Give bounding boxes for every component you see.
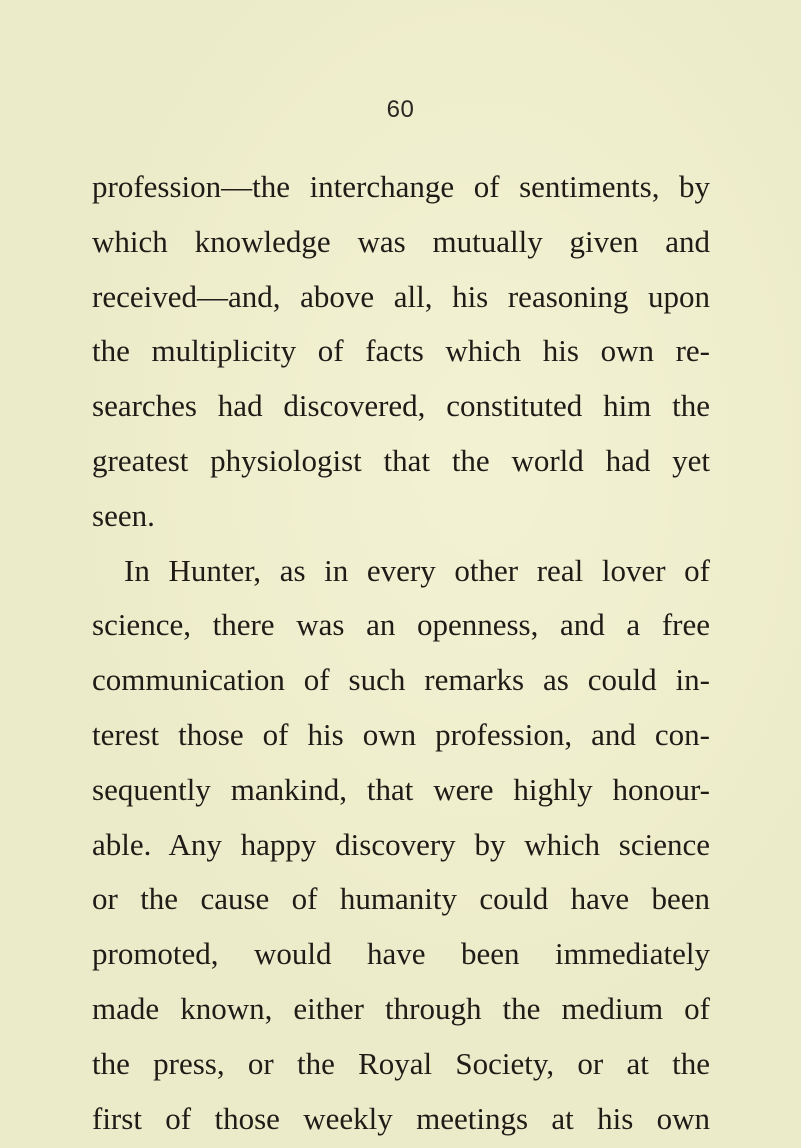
body-text — [92, 160, 710, 1146]
text-line: received—and, above all, his reasoning upon — [92, 278, 710, 314]
text-line: greatest physiologist that the world had yet — [92, 442, 710, 478]
text-line: seen. — [92, 497, 155, 533]
text-line: searches had discovered, constituted him the — [92, 388, 710, 424]
text-line: communication of such remarks as could in- — [92, 662, 710, 698]
text-line: able. Any happy discovery by which science — [92, 826, 710, 862]
text-line: science, there was an openness, and a free — [92, 607, 710, 643]
text-line: sequently mankind, that were highly honour- — [92, 771, 710, 807]
text-line: In Hunter, as in every other real lover of — [124, 552, 710, 588]
text-line: or the cause of humanity could have been — [92, 881, 710, 917]
text-line: the press, or the Royal Society, or at the — [92, 1045, 710, 1081]
text-line: made known, either through the medium of — [92, 990, 710, 1026]
text-line: profession—the interchange of sentiments, by — [92, 169, 710, 204]
text-line: terest those of his own profession, and con- — [92, 716, 710, 752]
text-line: promoted, would have been immediately — [92, 936, 710, 972]
page-number: 60 — [386, 96, 415, 123]
text-line: first of those weekly meetings at his own — [92, 1100, 710, 1136]
text-line: the multiplicity of facts which his own re- — [92, 333, 710, 369]
text-line: which knowledge was mutually given and — [92, 223, 710, 259]
